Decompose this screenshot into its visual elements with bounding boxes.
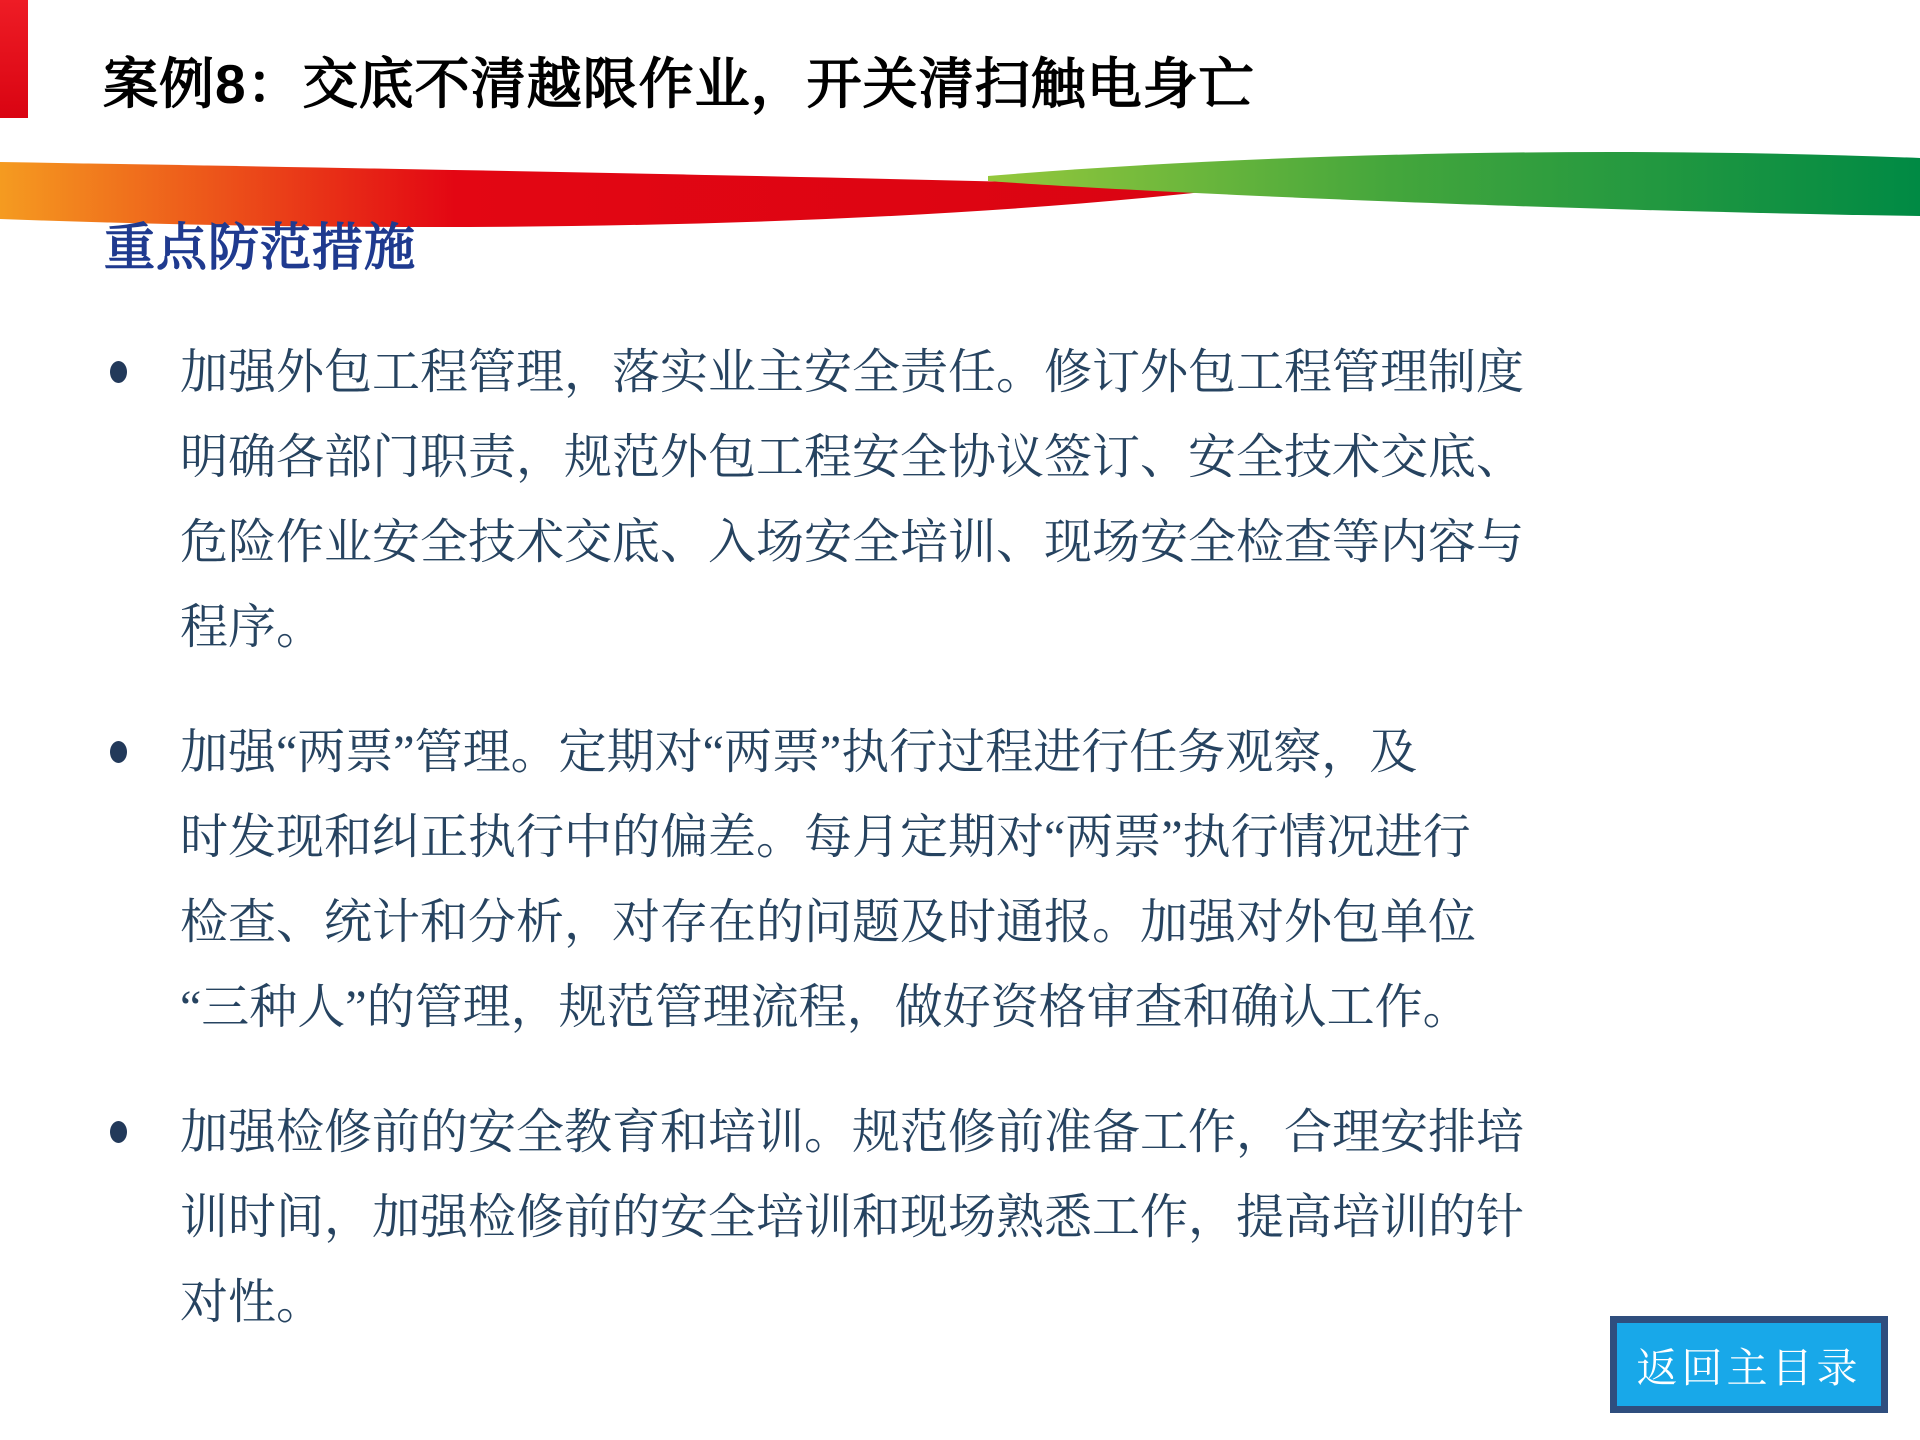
bullet-line: 训时间，加强检修前的安全培训和现场熟悉工作，提高培训的针 [180,1191,1525,1244]
bullet-line: 明确各部门职责，规范外包工程安全协议签订、安全技术交底、 [180,431,1525,484]
bullet-line: 程序。 [180,601,325,654]
bullet-dot [110,1121,127,1143]
bullet-item [0,710,1920,1050]
bullet-line: 时发现和纠正执行中的偏差。每月定期对“两票”执行情况进行 [180,811,1471,864]
section-heading: 重点防范措施 [104,219,417,276]
bullet-line: 加强检修前的安全教育和培训。规范修前准备工作，合理安排培 [180,1106,1525,1159]
bullet-text [180,1090,1560,1345]
bullet-line: 危险作业安全技术交底、入场安全培训、现场安全检查等内容与 [180,516,1525,569]
bullet-item [0,1090,1920,1345]
ribbon-green-band [988,152,1920,216]
bullet-dot [110,741,127,763]
back-to-menu-button[interactable] [1610,1316,1888,1413]
bullet-line: “三种人”的管理，规范管理流程，做好资格审查和确认工作。 [180,981,1471,1034]
slide-title: 案例8：交底不清越限作业，开关清扫触电身亡 [103,53,1255,115]
bullet-dot [110,361,127,383]
back-to-menu-label: 返回主目录 [1636,1345,1862,1391]
bullet-line: 加强“两票”管理。定期对“两票”执行过程进行任务观察，及 [180,726,1418,779]
bullet-text [180,330,1560,670]
bullet-line: 加强外包工程管理，落实业主安全责任。修订外包工程管理制度 [180,346,1525,399]
bullet-text [180,710,1560,1050]
bullet-item [0,330,1920,670]
bullet-line: 对性。 [180,1276,325,1329]
bullet-list [0,330,1920,1385]
bullet-line: 检查、统计和分析，对存在的问题及时通报。加强对外包单位 [180,896,1477,949]
